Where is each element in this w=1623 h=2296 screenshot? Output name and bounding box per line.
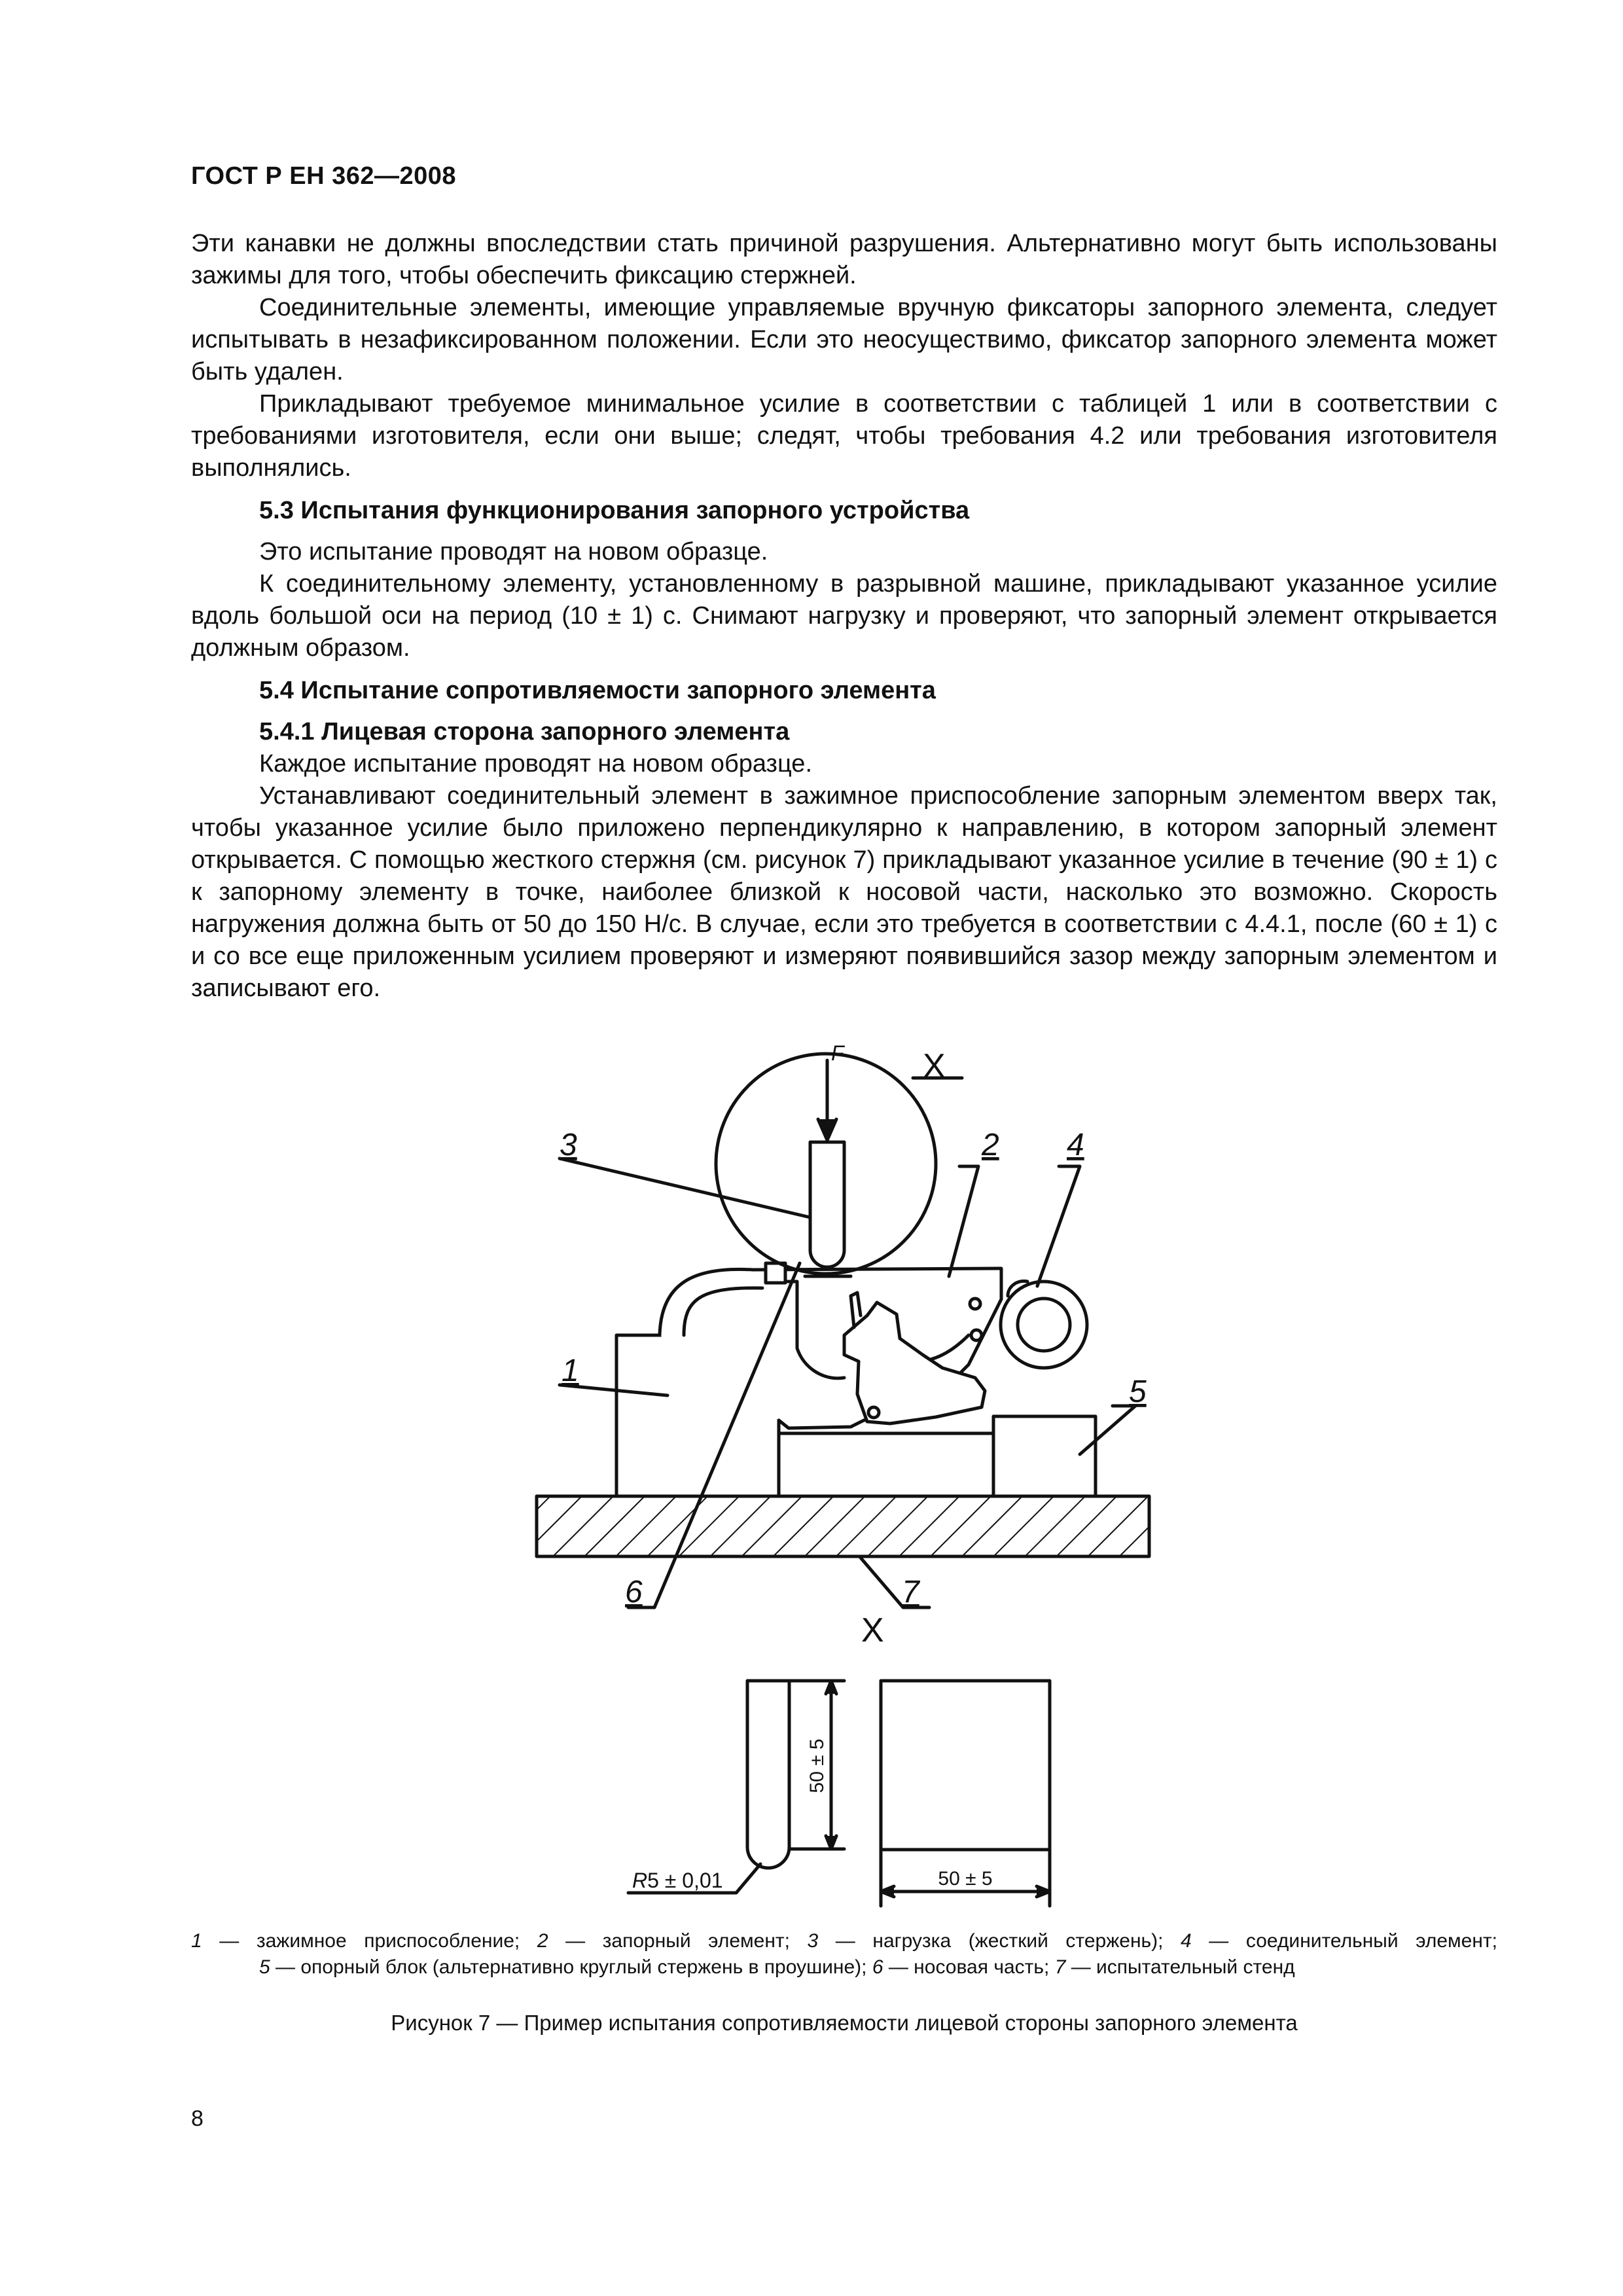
detail-title-x: X	[861, 1611, 884, 1649]
support-block	[993, 1416, 1096, 1496]
paragraph-4: Это испытание проводят на новом образце.	[259, 538, 768, 565]
dimension-height: 50 ± 5	[806, 1738, 828, 1793]
detail-rod-profile	[747, 1681, 789, 1868]
figure-caption: Рисунок 7 — Пример испытания сопротивляемости лицевой стороны запорного элемента	[391, 2011, 1298, 2035]
paragraph-6: Каждое испытание проводят на новом образце.	[259, 750, 812, 778]
paragraph-1: Эти канавки не должны впоследствии стать причиной разрушения. Альтернативно могут быть использованы зажимы для того, чтобы обеспечить фиксацию стержней.	[191, 230, 1497, 289]
callout-2: 2	[982, 1128, 999, 1162]
dimension-width: 50 ± 5	[938, 1868, 993, 1890]
detail-circle-x	[716, 1054, 936, 1274]
standard-header: ГОСТ Р ЕН 362—2008	[191, 162, 457, 190]
clamping-device	[616, 1335, 779, 1496]
callout-3: 3	[560, 1128, 577, 1162]
section-heading-5-4: 5.4 Испытание сопротивляемости запорного элемента	[259, 677, 936, 704]
callout-5: 5	[1129, 1374, 1147, 1409]
paragraph-3: Прикладывают требуемое минимальное усилие в соответствии с таблицей 1 или в соответствии с требованиями изготовителя, если они выше; следят, чтобы требования 4.2 или требования изготовителя выполнялись.	[191, 390, 1497, 482]
dimension-radius: R5 ± 0,01	[632, 1869, 723, 1892]
paragraph-5: К соединительному элементу, установленному в разрывной машине, прикладывают указанное усилие вдоль большой оси на период (10 ± 1) с. Снимают нагрузку и проверяют, что запорный элемент открывается должным образом.	[191, 570, 1497, 662]
base-plate	[779, 1433, 993, 1496]
load-rod	[810, 1142, 844, 1267]
connector-hook	[660, 1268, 1001, 1428]
legend-line-2: 5 — опорный блок (альтернативно круглый стержень в проушине); 6 — носовая часть; 7 — испытательный стенд	[259, 1956, 1295, 1978]
callout-6: 6	[625, 1575, 643, 1609]
gate-element	[844, 1302, 985, 1424]
figure-legend	[191, 1928, 1497, 1981]
detail-rod-face	[881, 1681, 1050, 1850]
callout-4: 4	[1067, 1128, 1084, 1162]
force-label: F	[831, 1041, 844, 1065]
paragraph-7: Устанавливают соединительный элемент в зажимное приспособление запорным элементом вверх так, чтобы указанное усилие было приложено перпендикулярно к направлению, в котором запорный элемент открывается. С помощью жесткого стержня (см. рисунок 7) прикладывают указанное усилие в течение (90 ± 1) с к запорному элементу в точке, наиболее близкой к носовой части, насколько это возможно. Скорость нагружения должна быть от 50 до 150 Н/с. В случае, если это требуется в соответствии с 4.4.1, после (60 ± 1) с и со все еще приложенным усилием проверяют и измеряют появившийся зазор между запорным элементом и записывают его.	[191, 782, 1497, 1002]
callout-1: 1	[562, 1354, 579, 1388]
body-text	[191, 228, 1497, 1005]
paragraph-2: Соединительные элементы, имеющие управляемые вручную фиксаторы запорного элемента, следует испытывать в незафиксированном положении. Если это неосуществимо, фиксатор запорного элемента может быть удален.	[191, 294, 1497, 386]
section-heading-5-3: 5.3 Испытания функционирования запорного устройства	[259, 497, 970, 524]
test-bench	[537, 1496, 1149, 1556]
connector-eye	[1001, 1282, 1087, 1368]
callout-7: 7	[902, 1575, 919, 1609]
legend-line-1: 1 — зажимное приспособление; 2 — запорный элемент; 3 — нагрузка (жесткий стержень); 4 — соединительный элемент;	[191, 1930, 1497, 1952]
detail-label-x: X	[923, 1047, 946, 1085]
page-number: 8	[191, 2106, 204, 2131]
subsection-heading-5-4-1: 5.4.1 Лицевая сторона запорного элемента	[259, 718, 790, 745]
